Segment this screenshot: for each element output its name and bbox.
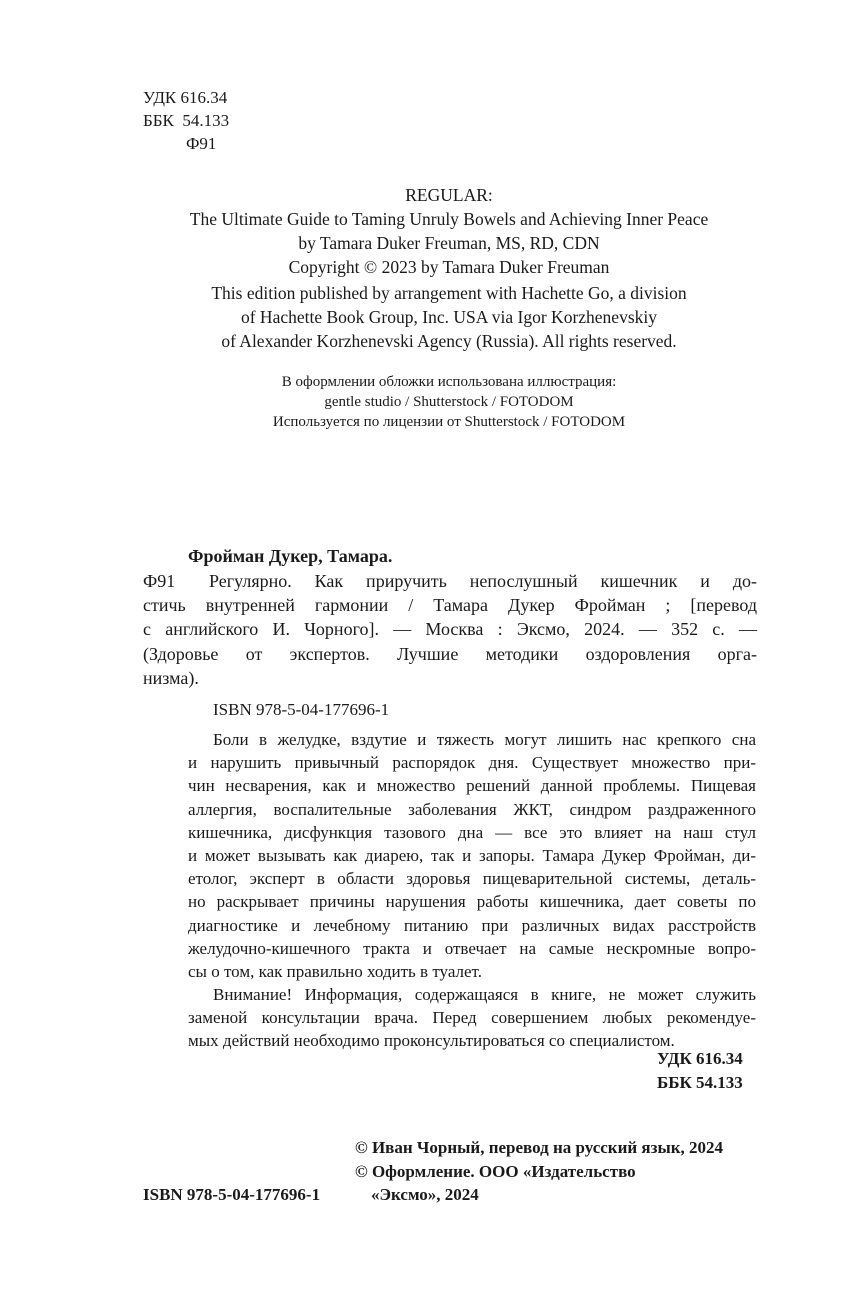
rights-line: of Alexander Korzhenevski Agency (Russia). All rights reserved. [221,331,677,351]
annotation-line: желудочно-кишечного тракта и отвечает на самые нескромные вопро- [188,938,756,958]
rights-line: This edition published by arrangement with Hachette Go, a division [211,283,687,303]
warning-line: Внимание! Информация, содержащаяся в книге, не может служить [213,985,756,1005]
catalog-description [143,569,757,690]
cover-credit-line: gentle studio / Shutterstock / FOTODOM [324,394,574,410]
design-copyright-continued: «Эксмо», 2024 [371,1185,479,1204]
annotation-line: и может вызывать как диарею, так и запоры. Тамара Дукер Фройман, ди- [188,845,756,865]
annotation-line: кишечника, дисфункция тазового дна — все это влияет на наш стул [188,822,756,842]
original-edition-block [60,183,838,279]
annotation-line: сы о том, как правильно ходить в туалет. [188,961,482,981]
author-mark-top: Ф91 [186,134,217,153]
cover-credit-block [60,372,838,432]
udk-code-bottom: УДК 616.34 [657,1049,743,1068]
annotation-block [188,728,756,1053]
original-copyright: Copyright © 2023 by Tamara Duker Freuman [288,257,610,277]
original-subtitle: The Ultimate Guide to Taming Unruly Bowels and Achieving Inner Peace [189,209,709,229]
warning-line: мых действий необходимо проконсультироваться со специалистом. [188,1031,675,1051]
cover-credit-line: В оформлении обложки использована иллюстрация: [281,374,617,390]
udk-code-top: УДК 616.34 [143,88,228,107]
cover-credit-line: Используется по лицензии от Shutterstock / FOTODOM [272,414,626,430]
annotation-line: диагностике и лечебному питанию при различных видах расстройств [188,915,756,935]
catalog-description-line: с английского И. Чорного]. — Москва : Эксмо, 2024. — 352 с. — [143,619,757,640]
original-title-label: REGULAR: [405,185,493,205]
catalog-description-line: стичь внутренней гармонии / Тамара Дукер Фройман ; [перевод [143,595,757,616]
annotation-line: Боли в желудке, вздутие и тяжесть могут лишить нас крепкого сна [213,730,756,749]
annotation-line: етолог, эксперт в области здоровья пищеварительной системы, деталь- [188,869,756,889]
catalog-description-line: (Здоровье от экспертов. Лучшие методики оздоровления орга- [143,643,757,664]
original-author: by Tamara Duker Freuman, MS, RD, CDN [298,233,600,253]
annotation-line: чин несварения, как и множество решений данной проблемы. Пищевая [188,776,756,796]
annotation-line: и нарушить привычный распорядок дня. Существует множество при- [188,753,756,773]
catalog-author: Фройман Дукер, Тамара. [188,546,393,566]
warning-line: заменой консультации врача. Перед совершением любых рекомендуе- [188,1008,756,1028]
annotation-line: аллергия, воспалительные заболевания ЖКТ, синдром раздраженного [188,799,756,819]
rights-line: of Hachette Book Group, Inc. USA via Igor Korzhenevskiy [240,307,657,327]
translation-copyright: © Иван Чорный, перевод на русский язык, 2024 [355,1138,724,1157]
catalog-description-line: Регулярно. Как приручить непослушный кишечник и до- [209,571,757,591]
rights-notice-block [60,281,838,353]
catalog-author-mark: Ф91 [143,571,176,591]
catalog-description-line: низма). [143,667,199,688]
bbk-code-top: ББК 54.133 [143,111,230,130]
catalog-isbn: ISBN 978-5-04-177696-1 [213,700,390,719]
isbn-bottom: ISBN 978-5-04-177696-1 [143,1185,321,1204]
annotation-line: но раскрывает причины нарушения работы кишечника, дает советы по [188,892,756,912]
design-copyright: © Оформление. ООО «Издательство [355,1162,636,1181]
bbk-code-bottom: ББК 54.133 [657,1073,743,1092]
